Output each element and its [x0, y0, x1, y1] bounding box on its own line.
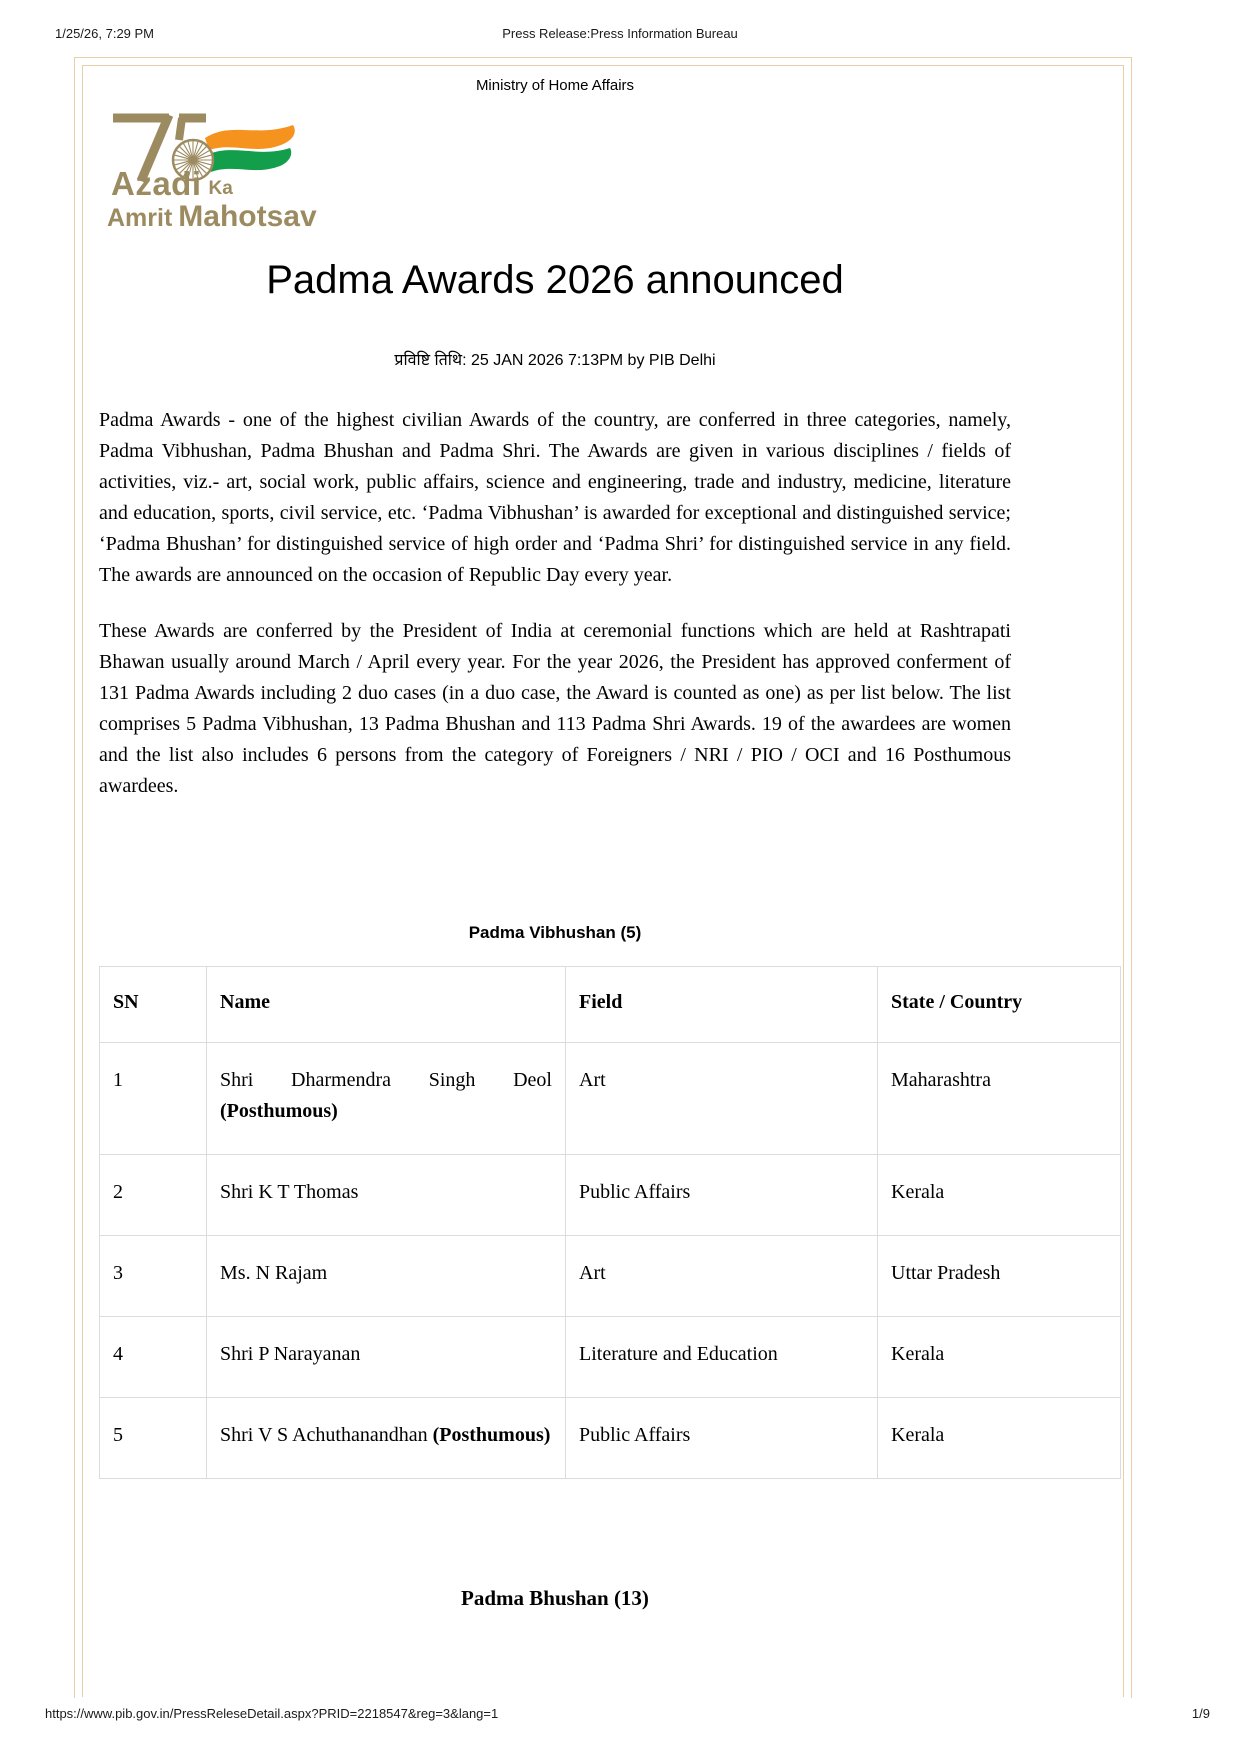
cell-name: Shri P Narayanan [207, 1317, 566, 1398]
table-header [100, 967, 1121, 1043]
details-paragraph: These Awards are conferred by the President of India at ceremonial functions which are held at Rashtrapati Bhawan usually around March / April every year. For the year 2026, the President has approved conferment of 131 Padma Awards including 2 duo cases (in a duo case, the Award is counted as one) as per list below. The list comprises 5 Padma Vibhushan, 13 Padma Bhushan and 113 Padma Shri Awards. 19 of the awardees are women and the list also includes 6 persons from the category of Foreigners / NRI / PIO / OCI and 16 Posthumous awardees. [99, 620, 1011, 797]
cell-field: Literature and Education [566, 1317, 878, 1398]
table-row [100, 1043, 1121, 1155]
cell-name: Shri V S Achuthanandhan (Posthumous) [207, 1398, 566, 1479]
page-title: Padma Awards 2026 announced [266, 258, 844, 302]
cell-state: Kerala [878, 1317, 1121, 1398]
cell-state: Maharashtra [878, 1043, 1121, 1155]
logo-word-ka: Ka [208, 178, 233, 199]
cell-state: Kerala [878, 1398, 1121, 1479]
print-footer [0, 1706, 1240, 1724]
print-document-title: Press Release:Press Information Bureau [502, 26, 738, 41]
cell-field: Public Affairs [566, 1155, 878, 1236]
cell-sn: 3 [100, 1236, 207, 1317]
table-row [100, 1155, 1121, 1236]
table-row [100, 1236, 1121, 1317]
section-heading-padma-vibhushan: Padma Vibhushan (5) [468, 923, 642, 942]
intro-paragraph: Padma Awards - one of the highest civilian Awards of the country, are conferred in three categories, namely, Padma Vibhushan, Padma Bhushan and Padma Shri. The Awards are given in various disciplines / fields of activities, viz.- art, social work, public affairs, science and engineering, trade and industry, medicine, literature and education, sports, civil service, etc. ‘Padma Vibhushan’ is awarded for exceptional and distinguished service; ‘Padma Bhushan’ for distinguished service of high order and ‘Padma Shri’ for distinguished service in any field. The awards are announced on the occasion of Republic Day every year. [99, 409, 1011, 586]
logo-word-amrit: Amrit [107, 204, 173, 232]
logo-wordmark [107, 165, 349, 233]
cell-field: Art [566, 1236, 878, 1317]
document-content [99, 76, 1023, 1611]
document-frame [74, 57, 1132, 1698]
document-frame-inner [82, 65, 1124, 1697]
cell-name: Ms. N Rajam [207, 1236, 566, 1317]
column-header-field: Field [566, 967, 878, 1043]
print-header [0, 26, 1240, 44]
section-heading-padma-bhushan: Padma Bhushan (13) [461, 1586, 649, 1610]
table-row [100, 1398, 1121, 1479]
cell-field: Public Affairs [566, 1398, 878, 1479]
column-header-sn: SN [100, 967, 207, 1043]
logo-word-azadi: Azadi [111, 165, 202, 202]
cell-field: Art [566, 1043, 878, 1155]
cell-name: Shri Dharmendra Singh Deol (Posthumous) [207, 1043, 566, 1155]
cell-sn: 4 [100, 1317, 207, 1398]
print-page-number: 1/9 [1191, 1706, 1210, 1721]
column-header-name: Name [207, 967, 566, 1043]
cell-sn: 1 [100, 1043, 207, 1155]
azadi-ka-amrit-mahotsav-logo [107, 108, 349, 233]
table-row [100, 1317, 1121, 1398]
cell-state: Uttar Pradesh [878, 1236, 1121, 1317]
cell-name: Shri K T Thomas [207, 1155, 566, 1236]
posted-date-line: प्रविष्टि तिथि: 25 JAN 2026 7:13PM by PIB Delhi [394, 352, 716, 369]
logo-word-mahotsav: Mahotsav [178, 200, 317, 233]
awards-table-body [100, 1043, 1121, 1479]
column-header-state: State / Country [878, 967, 1121, 1043]
print-url: https://www.pib.gov.in/PressReleseDetail.aspx?PRID=2218547&reg=3&lang=1 [45, 1706, 499, 1721]
padma-vibhushan-table [99, 966, 1121, 1479]
cell-sn: 5 [100, 1398, 207, 1479]
cell-state: Kerala [878, 1155, 1121, 1236]
print-datetime: 1/25/26, 7:29 PM [55, 26, 155, 41]
cell-sn: 2 [100, 1155, 207, 1236]
ministry-name: Ministry of Home Affairs [475, 77, 635, 94]
